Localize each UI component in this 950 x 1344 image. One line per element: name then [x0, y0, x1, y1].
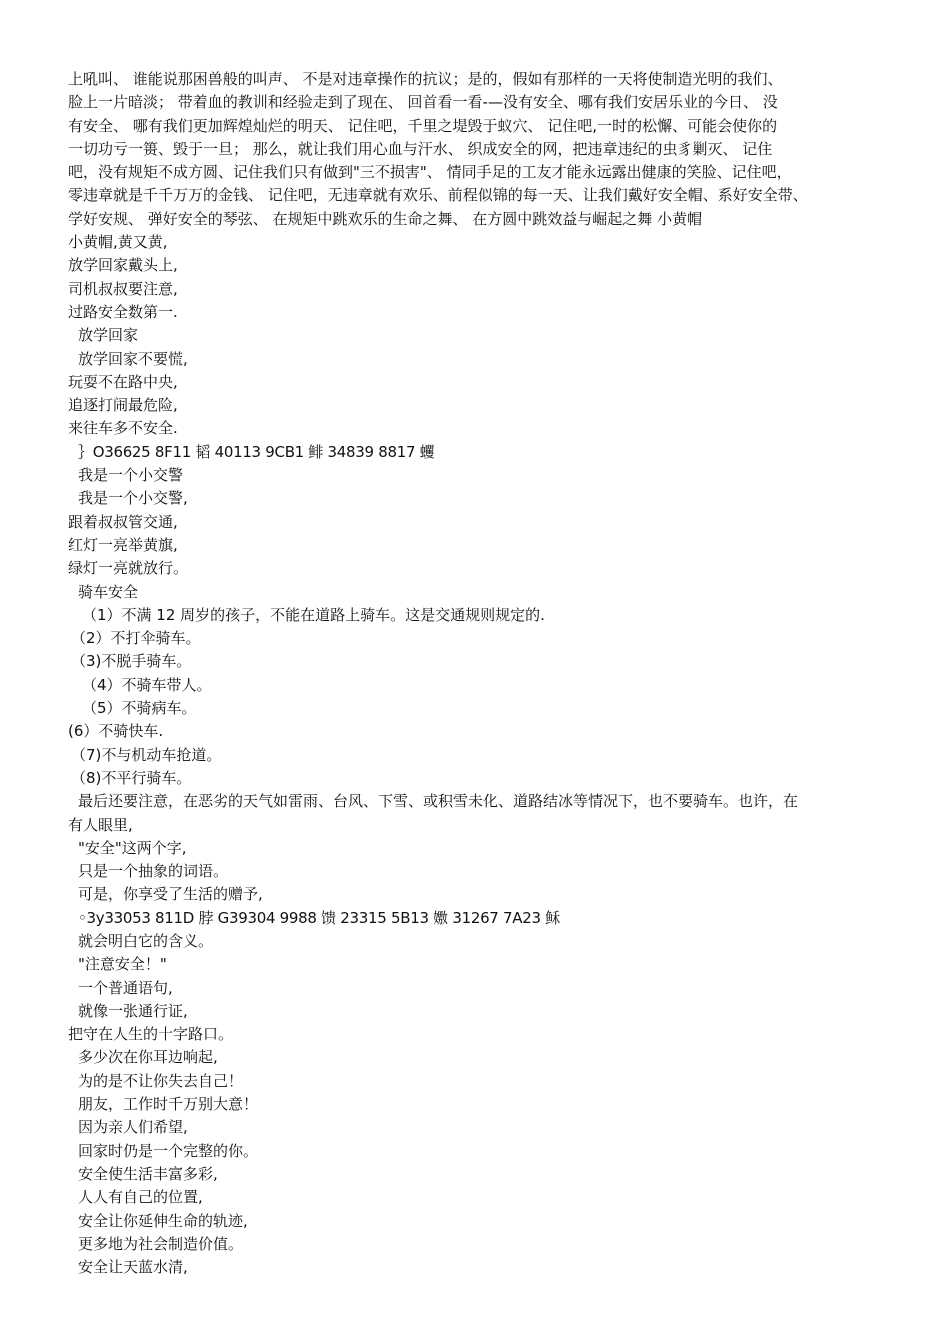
poem-line: 更多地为社会制造价值。 [78, 1234, 244, 1253]
text-line: 最后还要注意，在恶劣的天气如雷雨、台风、下雪、或积雪未化、道路结冰等情况下，也不要骑车。也许，在 [78, 792, 799, 811]
poem-line: 安全使生活丰富多彩, [78, 1164, 218, 1183]
poem-line: 一个普通语句, [78, 978, 173, 997]
poem-line: 把守在人生的十字路口。 [68, 1025, 234, 1044]
text-line: 零违章就是千千万万的金钱、 记住吧，无违章就有欢乐、前程似锦的每一天、让我们戴好安全帽、系好安全带、 [68, 186, 808, 205]
poem-line: 就像一张通行证, [78, 1001, 188, 1020]
poem-line: 安全让天蓝水清, [78, 1258, 188, 1277]
section-title: 骑车安全 [78, 582, 139, 601]
list-item: （8)不平行骑车。 [71, 768, 192, 787]
poem-line: 放学回家戴头上, [68, 256, 178, 275]
poem-line: 来往车多不安全. [68, 419, 178, 438]
poem-line: 我是一个小交警, [78, 489, 188, 508]
text-line: 吧，没有规矩不成方圆、记住我们只有做到"三不损害"、 情同手足的工友才能永远露出健康的笑脸、记住吧， [68, 163, 792, 182]
poem-line: 追逐打闹最危险, [68, 396, 178, 415]
list-item: （4）不骑车带人。 [82, 675, 212, 694]
poem-line: 玩耍不在路中央, [68, 372, 178, 391]
poem-line: 过路安全数第一. [68, 302, 178, 321]
poem-line: 只是一个抽象的词语。 [78, 862, 229, 881]
poem-line: 为的是不让你失去自己！ [78, 1071, 244, 1090]
poem-line: 因为亲人们希望, [78, 1118, 188, 1137]
list-item: （7)不与机动车抢道。 [71, 745, 222, 764]
poem-line: 绿灯一亮就放行。 [68, 559, 189, 578]
poem-line: "注意安全！" [78, 955, 167, 974]
poem-line: 跟着叔叔管交通, [68, 512, 178, 531]
list-item: (6）不骑快车. [68, 722, 164, 741]
text-line: 一切功亏一篑、毁于一旦； 那么，就让我们用心血与汗水、 织成安全的网，把违章违纪的虫豸剿灭、 记住 [68, 139, 773, 158]
poem-line: 小黄帽,黄又黄, [68, 233, 168, 252]
poem-line: 多少次在你耳边响起, [78, 1048, 218, 1067]
poem-title: 我是一个小交警 [78, 466, 184, 485]
poem-line: 可是，你享受了生活的赠予, [78, 885, 263, 904]
poem-line: 红灯一亮举黄旗, [68, 535, 178, 554]
poem-line: 朋友，工作时千万别大意！ [78, 1095, 259, 1114]
poem-line: 司机叔叔要注意, [68, 279, 178, 298]
poem-line: 就会明白它的含义。 [78, 931, 214, 950]
garbled-code-line: ◦3y33053 811D 脖 G39304 9988 馈 23315 5B13 嫐 31267 7A23 稣 [78, 908, 560, 927]
list-item: （3)不脱手骑车。 [71, 652, 192, 671]
text-line: 有安全、 哪有我们更加辉煌灿烂的明天、 记住吧，千里之堤毁于蚁穴、 记住吧,一时的松懈、可能会使你的 [68, 116, 778, 135]
poem-line: 安全让你延伸生命的轨迹, [78, 1211, 248, 1230]
text-line: 上吼叫、 谁能说那困兽般的叫声、 不是对违章操作的抗议；是的，假如有那样的一天将使制造光明的我们、 [68, 70, 783, 88]
poem-line: 放学回家不要慌, [78, 349, 188, 368]
poem-line: 回家时仍是一个完整的你。 [78, 1141, 259, 1160]
list-item: （5）不骑病车。 [82, 699, 197, 718]
text-line: 学好安规、 弹好安全的琴弦、 在规矩中跳欢乐的生命之舞、 在方圆中跳效益与崛起之舞 小黄帽 [68, 209, 703, 228]
poem-line: "安全"这两个字, [78, 838, 187, 857]
document-body [68, 68, 898, 1279]
text-line: 脸上一片暗淡； 带着血的教训和经验走到了现在、 回首看一看-—没有安全、哪有我们安居乐业的今日、 没 [68, 93, 778, 112]
list-item: （2）不打伞骑车。 [71, 629, 201, 648]
garbled-code-line: ｝O36625 8F11 韬 40113 9CB1 鲱 34839 8817 蠼 [78, 442, 435, 461]
list-item: （1）不满 12 周岁的孩子，不能在道路上骑车。这是交通规则规定的. [82, 605, 545, 624]
poem-title: 放学回家 [78, 326, 139, 345]
text-line: 有人眼里, [68, 815, 133, 834]
poem-line: 人人有自己的位置, [78, 1188, 203, 1207]
